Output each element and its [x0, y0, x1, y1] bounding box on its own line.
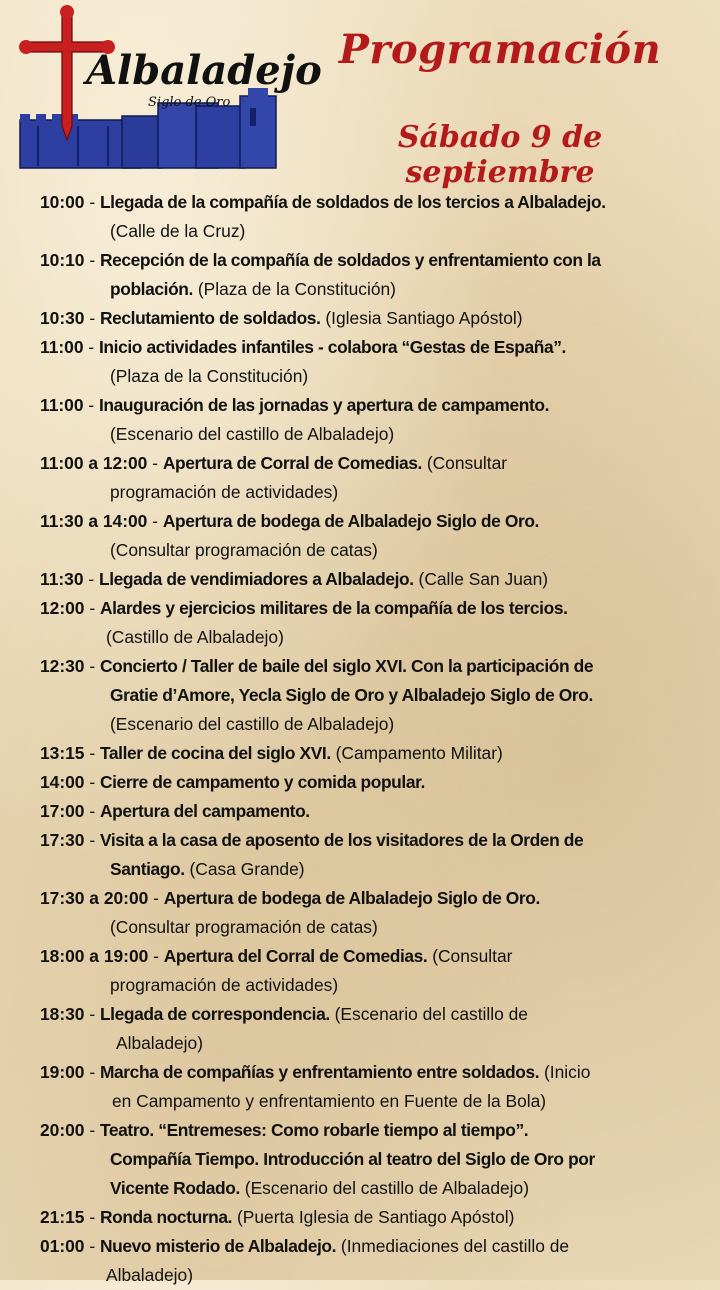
schedule-item: 17:30 a 20:00 - Apertura de bodega de Albaladejo Siglo de Oro. (Consultar programación de catas) [40, 888, 540, 937]
event-time: 11:00 a 12:00 [40, 453, 148, 473]
event-location: (Casa Grande) [189, 859, 305, 879]
event-activity: Inicio actividades infantiles - colabora “Gestas de España”. [99, 337, 566, 357]
event-time: 17:30 [40, 830, 85, 850]
event-location: (Consultar programación de catas) [110, 540, 378, 560]
schedule-item: 18:00 a 19:00 - Apertura del Corral de Comedias. (Consultar programación de actividades) [40, 946, 513, 995]
event-activity: Alardes y ejercicios militares de la compañía de los tercios. [99, 598, 568, 618]
schedule-item: 13:15 - Taller de cocina del siglo XVI. (Campamento Militar) [40, 743, 503, 763]
event-time: 10:00 [40, 192, 85, 212]
schedule-item: 10:00 - Llegada de la compañía de soldados de los tercios a Albaladejo. (Calle de la Cruz) [40, 192, 606, 241]
event-time: 11:30 a 14:00 [40, 511, 148, 531]
event-activity: Llegada de vendimiadores a Albaladejo. [99, 569, 414, 589]
event-time: 11:00 [40, 337, 84, 357]
event-location: (Plaza de la Constitución) [197, 279, 396, 299]
schedule-item: 12:30 - Concierto / Taller de baile del siglo XVI. Con la participación de Gratie d’Amore, Yecla Siglo de Oro y Albaladejo Siglo de Oro. (Escenario del castillo de Albaladejo) [40, 656, 594, 734]
event-time: 11:00 [40, 395, 84, 415]
svg-text:Siglo de Oro: Siglo de Oro [148, 95, 231, 110]
schedule-item: 10:30 - Reclutamiento de soldados. (Iglesia Santiago Apóstol) [40, 308, 523, 328]
schedule-item: 21:15 - Ronda nocturna. (Puerta Iglesia de Santiago Apóstol) [40, 1207, 515, 1227]
schedule-item: 10:10 - Recepción de la compañía de soldados y enfrentamiento con la población. (Plaza de la Constitución) [40, 250, 601, 299]
event-time: 17:30 a 20:00 [40, 888, 149, 908]
event-time: 10:10 [40, 250, 85, 270]
schedule-item: 20:00 - Teatro. “Entremeses: Como robarle tiempo al tiempo”. Compañía Tiempo. Introducción al teatro del Siglo de Oro por Vicente Rodado. (Escenario del castillo de Albaladejo) [40, 1120, 595, 1198]
event-location: (Castillo de Albaladejo) [106, 627, 284, 647]
event-activity: Apertura de bodega de Albaladejo Siglo de Oro. [163, 888, 540, 908]
albaladejo-logo [18, 8, 322, 170]
event-location: (Escenario del castillo de Albaladejo) [110, 424, 395, 444]
schedule-item: 17:00 - Apertura del campamento. [40, 801, 310, 821]
schedule-item: 11:30 - Llegada de vendimiadores a Albaladejo. (Calle San Juan) [40, 569, 549, 589]
event-activity: Apertura del campamento. [99, 801, 310, 821]
event-activity: Nuevo misterio de Albaladejo. [99, 1236, 337, 1256]
event-activity: Reclutamiento de soldados. [99, 308, 321, 328]
event-time: 01:00 [40, 1236, 85, 1256]
event-activity: Ronda nocturna. [99, 1207, 233, 1227]
event-time: 12:30 [40, 656, 85, 676]
event-time: 18:30 [40, 1004, 85, 1024]
event-time: 17:00 [40, 801, 85, 821]
svg-text:Albaladejo: Albaladejo [86, 47, 322, 94]
schedule-list [40, 188, 700, 1290]
event-time: 19:00 [40, 1062, 85, 1082]
schedule-item: 12:00 - Alardes y ejercicios militares de la compañía de los tercios. (Castillo de Albaladejo) [40, 598, 568, 647]
schedule-item: 19:00 - Marcha de compañías y enfrentamiento entre soldados. (Inicio en Campamento y enfrentamiento en Fuente de la Bola) [40, 1062, 591, 1111]
event-activity: Inauguración de las jornadas y apertura de campamento. [99, 395, 550, 415]
event-time: 10:30 [40, 308, 85, 328]
event-activity: Llegada de correspondencia. [99, 1004, 330, 1024]
event-location: (Plaza de la Constitución) [110, 366, 309, 386]
event-activity: Taller de cocina del siglo XVI. [99, 743, 331, 763]
event-time: 12:00 [40, 598, 85, 618]
event-time: 14:00 [40, 772, 85, 792]
schedule-item: 11:00 a 12:00 - Apertura de Corral de Comedias. (Consultar programación de actividades) [40, 453, 508, 502]
event-location: (Escenario del castillo de Albaladejo) [110, 714, 395, 734]
event-location: (Campamento Militar) [335, 743, 503, 763]
event-time: 11:30 [40, 569, 84, 589]
event-activity: Cierre de campamento y comida popular. [99, 772, 425, 792]
event-activity: Apertura del Corral de Comedias. [163, 946, 428, 966]
event-date: Sábado 9 de septiembre [397, 120, 603, 190]
schedule-item: 11:00 - Inauguración de las jornadas y apertura de campamento. (Escenario del castillo de Albaladejo) [40, 395, 550, 444]
event-time: 18:00 a 19:00 [40, 946, 149, 966]
schedule-item: 01:00 - Nuevo misterio de Albaladejo. (Inmediaciones del castillo de Albaladejo) [40, 1236, 570, 1285]
schedule-item: 11:30 a 14:00 - Apertura de bodega de Albaladejo Siglo de Oro. (Consultar programación de catas) [40, 511, 539, 560]
event-location: (Iglesia Santiago Apóstol) [325, 308, 523, 328]
event-location: (Puerta Iglesia de Santiago Apóstol) [236, 1207, 515, 1227]
schedule-item: 17:30 - Visita a la casa de aposento de los visitadores de la Orden de Santiago. (Casa Grande) [40, 830, 584, 879]
event-time: 13:15 [40, 743, 85, 763]
schedule-item: 18:30 - Llegada de correspondencia. (Escenario del castillo de Albaladejo) [40, 1004, 528, 1053]
event-location: (Escenario del castillo de Albaladejo) [244, 1178, 529, 1198]
event-activity: Llegada de la compañía de soldados de los tercios a Albaladejo. [99, 192, 606, 212]
schedule-item: 14:00 - Cierre de campamento y comida popular. [40, 772, 425, 792]
schedule-item: 11:00 - Inicio actividades infantiles - colabora “Gestas de España”. (Plaza de la Constitución) [40, 337, 566, 386]
event-location: (Consultar programación de catas) [110, 917, 378, 937]
page-title: Programación [338, 26, 662, 73]
event-activity: Apertura de bodega de Albaladejo Siglo de Oro. [162, 511, 539, 531]
event-activity: Marcha de compañías y enfrentamiento entre soldados. [99, 1062, 540, 1082]
event-time: 21:15 [40, 1207, 85, 1227]
event-location: (Calle San Juan) [418, 569, 549, 589]
event-time: 20:00 [40, 1120, 85, 1140]
event-activity: Apertura de Corral de Comedias. [162, 453, 422, 473]
event-location: (Calle de la Cruz) [110, 221, 246, 241]
